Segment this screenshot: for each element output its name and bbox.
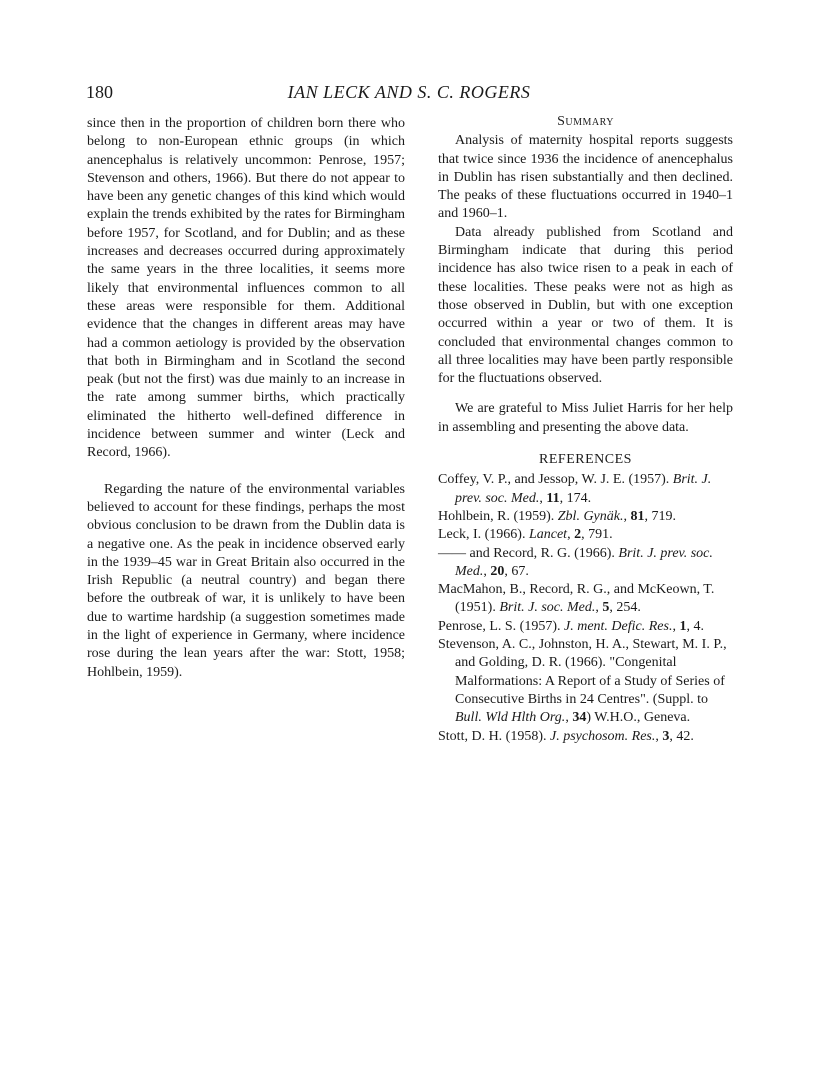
reference-pages: , 4. [686,618,704,634]
reference-journal: Lancet [528,527,568,543]
reference-item: Coffey, V. P., and Jessop, W. J. E. (1957). Brit. J. prev. soc. Med., 11, 174. [438,472,712,506]
reference-authors: Stevenson, A. C., Johnston, H. A., Stewart, M. I. P., and Golding, D. R. (1966). "Congenital Malformations: A Report of a Study of Series of Consecutive Births in 24 Centres". (Suppl. to [438,637,727,707]
reference-authors: MacMahon, B., Record, R. G., and McKeown, T. (1951). [438,582,715,616]
reference-volume: 11 [546,490,560,506]
page-header [86,82,732,108]
reference-journal: Bull. Wld Hlth Org. [455,710,566,726]
reference-authors: Penrose, L. S. (1957). [438,618,561,634]
body-paragraph: Regarding the nature of the environmental variables believed to account for these findings, perhaps the most obvious conclusion to be drawn from the Dublin data is a negative one. As the peak in incidence observed early in the 1939–45 war in Great Britain also occurred in the Irish Republic (a neutral country) and began there before the outbreak of war, it is unlikely to have been due to wartime hardship (a suggestion sometimes made in the light of experience in Germany, where incidence rose during the lean years after the war: Stott, 1958; Hohlbein, 1959). [87,481,405,680]
summary-heading: Summary [557,114,614,129]
summary-paragraph: Data already published from Scotland and Birmingham indicate that during this period incidence has also twice risen to a peak in each of these localities. These peaks were not as high as those observed in Dublin, but with one exception occurred within a year or two of them. It is concluded that environmental changes common to all three localities may have been partly responsible for the fluctuations observed. [438,224,733,387]
reference-volume: 81 [630,508,645,524]
reference-pages: , 254. [609,600,641,616]
reference-pages: , 67. [504,563,529,579]
reference-authors: —— and Record, R. G. (1966). [438,545,615,561]
reference-item: Leck, I. (1966). Lancet, 2, 791. [438,527,613,543]
references-heading: REFERENCES [539,452,632,468]
reference-list [438,471,733,745]
reference-item: MacMahon, B., Record, R. G., and McKeown, T. (1951). Brit. J. soc. Med., 5, 254. [438,582,715,616]
left-column [87,115,405,682]
reference-journal: Brit. J. soc. Med. [499,600,596,616]
reference-journal: Zbl. Gynäk. [557,508,624,524]
reference-volume: 3 [662,728,670,744]
reference-authors: Leck, I. (1966). [438,527,526,543]
page-number: 180 [86,82,113,102]
reference-volume: 5 [602,600,610,616]
summary-paragraph: Analysis of maternity hospital reports suggests that twice since 1936 the incidence of anencephalus in Dublin has risen substantially and then declined. The peaks of these fluctuations occurred in 1940–1 and 1960–1. [438,133,733,222]
running-title: IAN LECK AND S. C. ROGERS [287,82,531,102]
reference-pages: , 42. [669,728,694,744]
body-paragraph: since then in the proportion of children born there who belong to non-European ethnic groups (in which anencephalus is relatively uncommon: Penrose, 1957; Stevenson and others, 1966). But there do not appear to have been any genetic changes of this kind which would explain the trends exhibited by the rates for Birmingham before 1957, for Scotland, and for Dublin; and as these increases and decreases occurred during approximately the same years in the three localities, it seems more likely that environmental influences common to all these areas were responsible for them. Additional evidence that the changes in different areas may have had a common aetiology is provided by the observation that both in Birmingham and in Scotland the second peak (but not the first) was due mainly to an increase in the rate among summer births, which practically eliminated the hitherto well-defined difference in incidence between summer and winter (Leck and Record, 1966). [87,116,405,461]
reference-pages: , 719. [644,508,676,524]
reference-authors: Coffey, V. P., and Jessop, W. J. E. (1957). [438,472,670,488]
right-column [438,113,733,746]
reference-journal: J. ment. Defic. Res. [564,618,673,634]
reference-volume: 1 [679,618,687,634]
reference-pages: ) W.H.O., Geneva. [586,710,691,726]
reference-pages: , 174. [559,490,592,506]
reference-item: Penrose, L. S. (1957). J. ment. Defic. Res., 1, 4. [438,618,704,634]
reference-journal: Brit. J. prev. soc. Med. [455,545,713,579]
reference-pages: , 791. [581,527,613,543]
reference-authors: Stott, D. H. (1958). [438,728,547,744]
reference-volume: 34 [572,710,587,726]
reference-authors: Hohlbein, R. (1959). [438,508,555,524]
reference-journal: Brit. J. prev. soc. Med. [455,472,712,506]
reference-journal: J. psychosom. Res. [550,728,656,744]
acknowledgement: We are grateful to Miss Juliet Harris for her help in assembling and presenting the above data. [438,401,733,435]
reference-volume: 20 [490,563,505,579]
reference-item: Hohlbein, R. (1959). Zbl. Gynäk., 81, 719. [438,508,676,524]
reference-volume: 2 [574,527,582,543]
reference-item: Stott, D. H. (1958). J. psychosom. Res., 3, 42. [438,728,694,744]
reference-item: —— and Record, R. G. (1966). Brit. J. prev. soc. Med., 20, 67. [438,545,713,579]
reference-item: Stevenson, A. C., Johnston, H. A., Stewart, M. I. P., and Golding, D. R. (1966). "Congenital Malformations: A Report of a Study of Series of Consecutive Births in 24 Centres". (Suppl. to Bull. Wld Hlth Org., 34) W.H.O., Geneva. [438,637,727,726]
